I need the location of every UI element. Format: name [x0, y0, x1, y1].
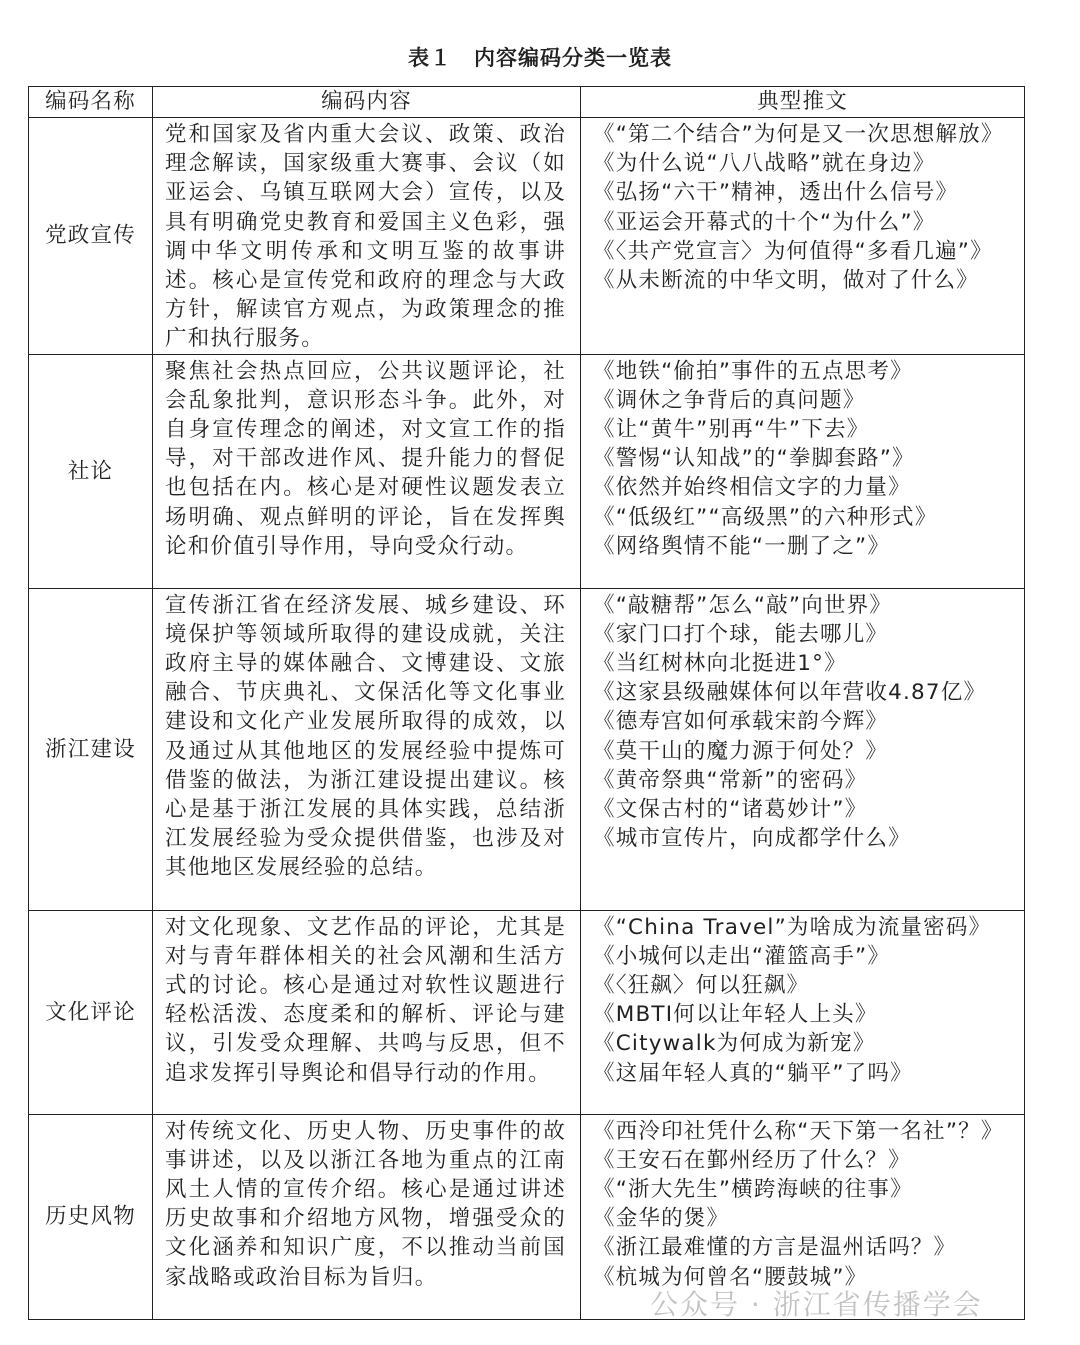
code-content-cell: 对文化现象、文艺作品的评论，尤其是对与青年群体相关的社会风潮和生活方式的讨论。核心是通过对软性议题进行轻松活泼、态度柔和的解析、评论与建议，引发受众理解、共鸣与反思，但不追求发挥引导舆论和倡导行动的作用。	[153, 910, 581, 1114]
code-content-cell: 党和国家及省内重大会议、政策、政治理念解读，国家级重大赛事、会议（如亚运会、乌镇互联网大会）宣传，以及具有明确党史教育和爱国主义色彩，强调中华文明传承和文明互鉴的故事讲述。核心是宣传党和政府的理念与大政方针，解读官方观点，为政策理念的推广和执行服务。	[153, 118, 581, 355]
post-title: 《当红树林向北挺进1°》	[593, 651, 847, 677]
post-title: 《这家县级融媒体何以年营收4.87亿》	[593, 680, 987, 706]
post-title: 《黄帝祭典“常新”的密码》	[593, 767, 868, 793]
post-title: 《城市宣传片，向成都学什么》	[593, 826, 911, 852]
table-title: 表１ 内容编码分类一览表	[408, 46, 672, 70]
post-title: 《西泠印社凭什么称“天下第一名社”？》	[593, 1118, 1004, 1144]
code-name-cell: 历史风物	[29, 1114, 153, 1319]
code-name-cell: 文化评论	[29, 910, 153, 1114]
post-title: 《〈共产党宣言〉为何值得“多看几遍”》	[593, 238, 993, 264]
table-row	[29, 588, 1025, 910]
post-title: 《依然并始终相信文字的力量》	[593, 475, 911, 501]
post-title: 《弘扬“六干”精神，透出什么信号》	[593, 180, 959, 206]
post-title: 《“China Travel”为啥成为流量密码》	[593, 914, 992, 940]
header-code-content: 编码内容	[153, 87, 581, 118]
table-header-row	[29, 87, 1025, 118]
post-title: 《浙江最难懂的方言是温州话吗？》	[593, 1235, 957, 1261]
watermark: 公众号 · 浙江省传播学会	[650, 1288, 983, 1321]
code-name-cell: 社论	[29, 354, 153, 588]
post-title: 《地铁“偷拍”事件的五点思考》	[593, 358, 913, 384]
post-title: 《小城何以走出“灌篮高手”》	[593, 943, 891, 969]
post-title: 《Citywalk为何成为新宠》	[593, 1031, 876, 1057]
post-title: 《亚运会开幕式的十个“为什么”》	[593, 209, 936, 235]
post-title: 《“敲糖帮”怎么“敲”向世界》	[593, 592, 893, 618]
post-title: 《警惕“认知战”的“拳脚套路”》	[593, 446, 915, 472]
post-title: 《“低级红”“高级黑”的六种形式》	[593, 504, 938, 530]
typical-posts-cell	[581, 354, 1025, 588]
typical-posts-cell	[581, 118, 1025, 355]
post-title: 《莫干山的魔力源于何处？》	[593, 738, 889, 764]
post-title: 《让“黄牛”别再“牛”下去》	[593, 417, 870, 443]
post-title: 《从未断流的中华文明，做对了什么》	[593, 268, 979, 294]
code-content-cell: 对传统文化、历史人物、历史事件的故事讲述，以及以浙江各地为重点的江南风土人情的宣传介绍。核心是通过讲述历史故事和介绍地方风物，增强受众的文化涵养和知识广度，不以推动当前国家战略或政治目标为旨归。	[153, 1114, 581, 1319]
table-row	[29, 910, 1025, 1114]
coding-table	[28, 86, 1025, 1320]
post-title: 《“第二个结合”为何是又一次思想解放》	[593, 122, 1004, 147]
code-content-cell: 聚焦社会热点回应，公共议题评论，社会乱象批判，意识形态斗争。此外，对自身宣传理念的阐述，对文宣工作的指导，对干部改进作风、提升能力的督促也包括在内。核心是对硬性议题发表立场明确、观点鲜明的评论，旨在发挥舆论和价值引导作用，导向受众行动。	[153, 354, 581, 588]
typical-posts-cell	[581, 910, 1025, 1114]
post-title: 《MBTI何以让年轻人上头》	[593, 1002, 878, 1028]
post-title: 《德寿宫如何承载宋韵今辉》	[593, 709, 889, 735]
typical-posts-cell	[581, 588, 1025, 910]
post-title: 《这届年轻人真的“躺平”了吗》	[593, 1060, 913, 1086]
post-title: 《网络舆情不能“一删了之”》	[593, 533, 891, 559]
table-row	[29, 354, 1025, 588]
header-code-name: 编码名称	[29, 87, 153, 118]
post-title: 《调休之争背后的真问题》	[593, 387, 866, 413]
post-title: 《家门口打个球，能去哪儿》	[593, 621, 889, 647]
post-title: 《〈狂飙〉何以狂飙》	[593, 973, 810, 999]
post-title: 《文保古村的“诸葛妙计”》	[593, 797, 868, 823]
code-name-cell: 浙江建设	[29, 588, 153, 910]
code-content-cell: 宣传浙江省在经济发展、城乡建设、环境保护等领域所取得的建设成就，关注政府主导的媒体融合、文博建设、文旅融合、节庆典礼、文保活化等文化事业建设和文化产业发展所取得的成效，以及通过从其他地区的发展经验中提炼可借鉴的做法，为浙江建设提出建议。核心是基于浙江发展的具体实践，总结浙江发展经验为受众提供借鉴，也涉及对其他地区发展经验的总结。	[153, 588, 581, 910]
code-name-cell: 党政宣传	[29, 118, 153, 355]
header-typical-posts: 典型推文	[581, 87, 1025, 118]
table-row	[29, 118, 1025, 355]
post-title: 《金华的煲》	[593, 1206, 730, 1232]
post-title: 《王安石在鄞州经历了什么？》	[593, 1147, 911, 1173]
post-title: 《杭城为何曾名“腰鼓城”》	[593, 1264, 868, 1290]
post-title: 《“浙大先生”横跨海峡的往事》	[593, 1177, 913, 1203]
post-title: 《为什么说“八八战略”就在身边》	[593, 151, 936, 177]
